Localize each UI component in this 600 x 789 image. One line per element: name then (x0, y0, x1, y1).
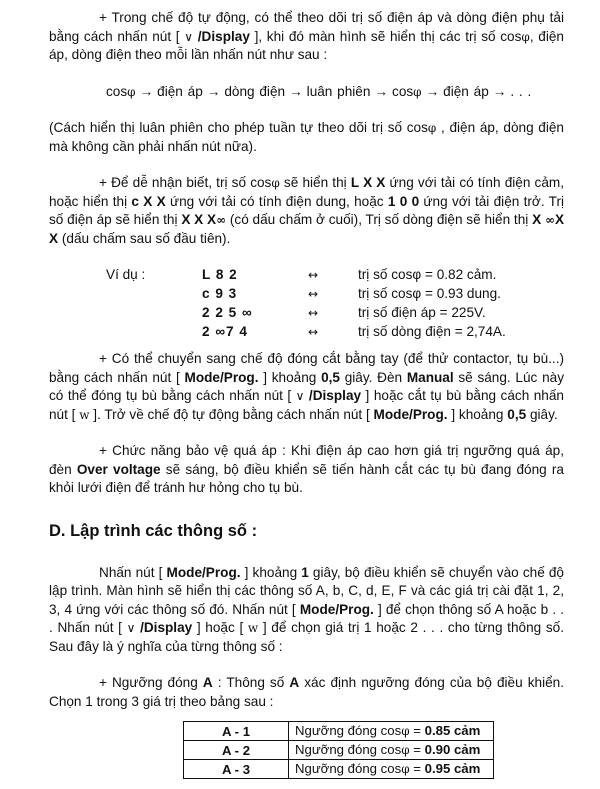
text: ] khoảng (240, 564, 302, 580)
mode-key-label: Mode/Prog. (184, 369, 259, 385)
example-desc: trị số cosφ = 0.93 dung. (358, 286, 501, 301)
text: = (409, 761, 425, 776)
display-sequence (106, 83, 564, 102)
text: , điện áp, dòng điện theo mỗi lần nhấn nút như sau : (49, 28, 564, 62)
text: + Để dễ nhận biết, trị số cos (99, 175, 272, 190)
text: + Có thể chuyển sang chế độ đóng cắt bằng tay (để thử contactor, tụ bù...) bằng cách nhấn nút [ (49, 351, 564, 385)
phi-symbol: φ (401, 762, 410, 776)
text: + Chức năng bảo vệ quá áp : Khi điện áp cao hơn giá trị ngưỡng quá áp, đèn (49, 443, 564, 477)
param-a: A (289, 675, 300, 690)
threshold-paragraph (49, 674, 564, 711)
code-current: X X (49, 212, 565, 246)
example-code: 2 2 5 ∞ (202, 305, 253, 320)
code-resistive: 1 0 0 (387, 193, 420, 209)
text: Ngưỡng đóng cos (295, 761, 402, 776)
display-key-label: /Display (193, 28, 250, 44)
text: + Ngưỡng đóng (99, 675, 203, 690)
text: sẽ sáng, bộ điều khiển sẽ tiến hành cắt các tụ bù đang đóng ra khỏi lưới điện để tránh hư hỏng cho tụ bù. (49, 461, 564, 495)
right-arrow-icon: → (425, 83, 440, 99)
param-code-cell: A - 3 (184, 760, 289, 779)
mode-key-label: Mode/Prog. (299, 601, 374, 617)
text: ] khoảng (447, 406, 508, 422)
text: (dấu chấm sau số đầu tiên). (58, 230, 231, 246)
bidirectional-arrow-icon: ↔ (308, 268, 319, 282)
examples-label: Ví dụ : (106, 267, 146, 282)
right-arrow-icon: → (206, 83, 221, 99)
mode-key-label: Mode/Prog. (373, 406, 448, 422)
text: sẽ sáng. Lúc này có thể đóng tụ bù bằng cách nhấn nút [ (49, 369, 564, 403)
phi-symbol: φ (427, 121, 437, 135)
table-row (184, 741, 494, 760)
param-value-cell (289, 722, 494, 741)
threshold-value: 0.85 cảm (424, 723, 481, 738)
text: (Cách hiển thị luân phiên cho phép tuần tự theo dõi trị số cos (49, 120, 428, 135)
example-desc: trị số cosφ = 0.82 cảm. (358, 267, 497, 282)
table-row (184, 722, 494, 741)
seq-item: . . . (510, 83, 532, 99)
example-code: L 8 2 (202, 267, 238, 282)
text: , điện áp, dòng điện mà không cần phải nhấn nút nữa). (49, 120, 564, 154)
example-code: c 9 3 (202, 286, 238, 301)
code-voltage: X X X (181, 212, 217, 227)
param-code-cell: A - 2 (184, 741, 289, 760)
right-arrow-icon: → (492, 83, 507, 99)
bidirectional-arrow-icon: ↔ (308, 287, 319, 301)
phi-symbol: φ (401, 743, 410, 757)
text: = (409, 723, 425, 738)
duration: 1 (301, 564, 309, 580)
table-row (184, 760, 494, 779)
threshold-table (183, 721, 494, 779)
phi-symbol: φ (271, 176, 280, 190)
text: giây. (526, 406, 558, 422)
text: Nhấn nút [ (99, 564, 167, 580)
text: (có dấu chấm ở cuối), Trị số dòng điện sẽ hiển thị (226, 212, 533, 227)
text: : Thông số (212, 675, 290, 690)
bidirectional-arrow-icon: ↔ (308, 325, 319, 339)
phi-symbol: φ (401, 724, 410, 738)
dot-symbol: ∞ (544, 213, 555, 227)
dot-symbol: ∞ (216, 213, 227, 227)
example-row (49, 266, 564, 285)
right-arrow-icon: → (374, 83, 389, 99)
text: ] để chọn thông số A hoặc b . . . Nhấn nút [ (49, 601, 564, 635)
seq-item: dòng điện (224, 83, 286, 99)
text: xác định ngưỡng đóng của bộ điều khiển. Chọn 1 trong 3 giá trị theo bảng sau : (49, 675, 564, 709)
duration: 0,5 (507, 406, 527, 422)
text: + Trong chế độ tự động, có thể theo dõi trị số điện áp và dòng điện phụ tải bằng cách nhấn nút [ (49, 10, 564, 44)
programming-paragraph (49, 564, 564, 657)
seq-item: luân phiên (306, 83, 371, 99)
text: ], khi đó màn hình sẽ hiển thị các trị số cos (249, 28, 522, 44)
examples-block (49, 266, 564, 350)
section-d-heading: D. Lập trình các thông số : (49, 521, 258, 540)
text: ứng với tải có tính điện cảm, hoặc hiển thị (49, 175, 565, 209)
mode-key-label: Mode/Prog. (166, 564, 241, 580)
bidirectional-arrow-icon: ↔ (308, 306, 319, 320)
threshold-value: 0.95 cảm (424, 761, 481, 776)
text: = (409, 742, 425, 757)
display-key-label: /Display (135, 620, 193, 635)
right-arrow-icon: → (289, 83, 303, 99)
param-value-cell (289, 760, 494, 779)
text: Ngưỡng đóng cos (295, 723, 402, 738)
over-voltage-lamp-label: Over voltage (76, 461, 161, 477)
text: ứng với tải điện trở. Trị số điện áp sẽ hiển thị (49, 193, 564, 227)
manual-lamp-label: Manual (406, 369, 454, 385)
manual-mode-paragraph (49, 350, 564, 424)
text: ] để chọn giá trị 1 hoặc 2 . . . cho từng thông số. Sau đây là ý nghĩa của từng thông số : (49, 620, 564, 654)
text: Ngưỡng đóng cos (295, 742, 402, 757)
document-page (49, 9, 564, 711)
example-row (49, 323, 564, 342)
overvoltage-paragraph (49, 442, 564, 498)
text: giây, bộ điều khiển sẽ chuyển vào chế độ lập trình. Màn hình sẽ hiển thị các thông số A, b, C, d, E, F và các giá trị cài đặt 1, 2, 3, 4 ứng với các thông số đó. Nhấn nút [ (49, 564, 564, 617)
down-arrow-symbol: ∨ (126, 621, 136, 635)
text: ứng với tải có tính điện dung, hoặc (165, 193, 388, 209)
up-key-symbol: w (247, 621, 259, 635)
seq-item: cos (392, 83, 414, 99)
phi-symbol: φ (127, 84, 136, 99)
down-arrow-symbol: ∨ (184, 29, 194, 44)
example-code: 2 ∞7 4 (202, 324, 248, 339)
up-key-symbol: w (79, 407, 90, 422)
rotation-note (49, 119, 564, 156)
example-desc: trị số dòng điện = 2,74A. (358, 324, 506, 339)
text: giây. Đèn (339, 369, 407, 385)
seq-item: cos (106, 83, 128, 99)
seq-item: điện áp (157, 83, 203, 99)
text: ] hoặc [ (192, 620, 248, 635)
text: sẽ hiển thị (279, 175, 351, 190)
example-row (49, 285, 564, 304)
text: ] hoặc cắt tụ bù bằng cách nhấn nút [ (49, 388, 564, 422)
right-arrow-icon: → (139, 83, 154, 99)
duration: 0,5 (321, 369, 340, 385)
display-key-label: /Display (304, 388, 362, 403)
display-format-paragraph (49, 174, 564, 248)
param-value-cell (289, 741, 494, 760)
phi-symbol: φ (521, 29, 530, 44)
example-row (49, 304, 564, 323)
code-current: X (532, 212, 545, 227)
param-code-cell: A - 1 (184, 722, 289, 741)
param-a: A (202, 675, 213, 690)
example-desc: trị số điện áp = 225V. (358, 305, 486, 320)
seq-item: điện áp (443, 83, 489, 99)
phi-symbol: φ (413, 84, 422, 99)
text: ] khoảng (258, 369, 322, 385)
text: ]. Trở về chế độ tự động bằng cách nhấn nút [ (89, 406, 374, 422)
code-inductive: L X X (350, 175, 386, 190)
code-capacitive: c X X (131, 193, 166, 209)
threshold-value: 0.90 cảm (424, 742, 481, 757)
down-arrow-symbol: ∨ (295, 389, 305, 403)
auto-mode-paragraph (49, 9, 564, 65)
